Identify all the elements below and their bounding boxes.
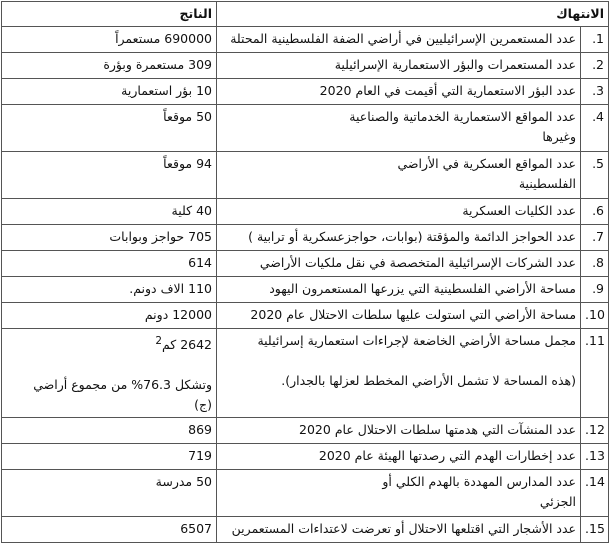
row-violation [217, 470, 581, 517]
row-violation: مساحة الأراضي التي استولت عليها سلطات الاحتلال عام 2020 [217, 303, 581, 329]
row-number: .14 [581, 470, 609, 517]
row-result: 110 الاف دونم. [2, 277, 217, 303]
row-result: 614 [2, 251, 217, 277]
table-row [2, 225, 609, 251]
table-row [2, 303, 609, 329]
superscript: 2 [155, 335, 162, 347]
row-violation-note: (هذه المساحة لا تشمل الأراضي المخطط لعزلها بالجدار). [281, 373, 577, 388]
row-violation-line1: عدد المواقع العسكرية في الأراضي [397, 156, 577, 171]
row-violation: عدد إخطارات الهدم التي رصدتها الهيئة عام 2020 [217, 444, 581, 470]
row-result: 12000 دونم [2, 303, 217, 329]
row-result: 50 موقعاً [2, 105, 217, 152]
table-row [2, 251, 609, 277]
table-row [2, 199, 609, 225]
table-row [2, 79, 609, 105]
row-violation: عدد الشركات الإسرائيلية المتخصصة في نقل ملكيات الأراضي [217, 251, 581, 277]
row-result: 94 موقعاً [2, 152, 217, 199]
row-violation-line1: مجمل مساحة الأراضي الخاضعة لإجراءات استعمارية إسرائيلية [257, 333, 577, 348]
table-row [2, 329, 609, 418]
row-number: .11 [581, 329, 609, 418]
header-result: الناتج [2, 2, 217, 27]
row-result: 6507 [2, 517, 217, 543]
row-result-line1: 2642 كم$^2$ [155, 335, 212, 353]
row-violation-line2: وغيرها [542, 129, 577, 144]
row-result: 10 بؤر استعمارية [2, 79, 217, 105]
row-result: 309 مستعمرة وبؤرة [2, 53, 217, 79]
row-result: 869 [2, 418, 217, 444]
row-violation [217, 105, 581, 152]
row-violation: عدد الحواجز الدائمة والمؤقتة (بوابات، حواجزعسكرية أو ترابية ) [217, 225, 581, 251]
row-violation: مساحة الأراضي الفلسطينية التي يزرعها المستعمرون اليهود [217, 277, 581, 303]
row-violation: عدد الكليات العسكرية [217, 199, 581, 225]
row-result: 40 كلية [2, 199, 217, 225]
row-number: .6 [581, 199, 609, 225]
row-violation: عدد المنشآت التي هدمتها سلطات الاحتلال عام 2020 [217, 418, 581, 444]
table-row [2, 517, 609, 543]
row-number: .13 [581, 444, 609, 470]
row-violation: عدد المستعمرين الإسرائيليين في أراضي الضفة الفلسطينية المحتلة [217, 27, 581, 53]
table-row [2, 27, 609, 53]
row-number: .12 [581, 418, 609, 444]
row-number: .4 [581, 105, 609, 152]
row-result: 705 حواجز وبوابات [2, 225, 217, 251]
table-row [2, 277, 609, 303]
row-result [2, 329, 217, 418]
row-number: .15 [581, 517, 609, 543]
row-number: .9 [581, 277, 609, 303]
row-result-line3: (ج) [194, 397, 212, 413]
row-violation: عدد المستعمرات والبؤر الاستعمارية الإسرائيلية [217, 53, 581, 79]
table-header-row [2, 2, 609, 27]
table-row [2, 470, 609, 517]
row-violation-line2: الفلسطينية [518, 176, 577, 191]
row-number: .2 [581, 53, 609, 79]
row-result: 690000 مستعمراً [2, 27, 217, 53]
row-result: 719 [2, 444, 217, 470]
row-violation-line2: الجزئي [539, 494, 577, 510]
table-row [2, 444, 609, 470]
row-number: .1 [581, 27, 609, 53]
row-number: .7 [581, 225, 609, 251]
row-violation-line1: عدد المواقع الاستعمارية الخدماتية والصناعية [349, 109, 577, 124]
row-violation-line1: عدد المدارس المهددة بالهدم الكلي أو [382, 474, 577, 490]
row-violation [217, 329, 581, 418]
table-row [2, 418, 609, 444]
row-number: .8 [581, 251, 609, 277]
table-row [2, 152, 609, 199]
row-result: 50 مدرسة [2, 470, 217, 517]
row-violation: عدد البؤر الاستعمارية التي أقيمت في العام 2020 [217, 79, 581, 105]
row-number: .3 [581, 79, 609, 105]
table-row [2, 53, 609, 79]
violations-table [1, 1, 609, 543]
row-result-line2: وتشكل 76.3% من مجموع أراضي [33, 377, 212, 393]
row-number: .10 [581, 303, 609, 329]
row-number: .5 [581, 152, 609, 199]
row-violation [217, 152, 581, 199]
table-row [2, 105, 609, 152]
header-violation: الانتهاك [217, 2, 609, 27]
row-violation: عدد الأشجار التي اقتلعها الاحتلال أو تعرضت لاعتداءات المستعمرين [217, 517, 581, 543]
